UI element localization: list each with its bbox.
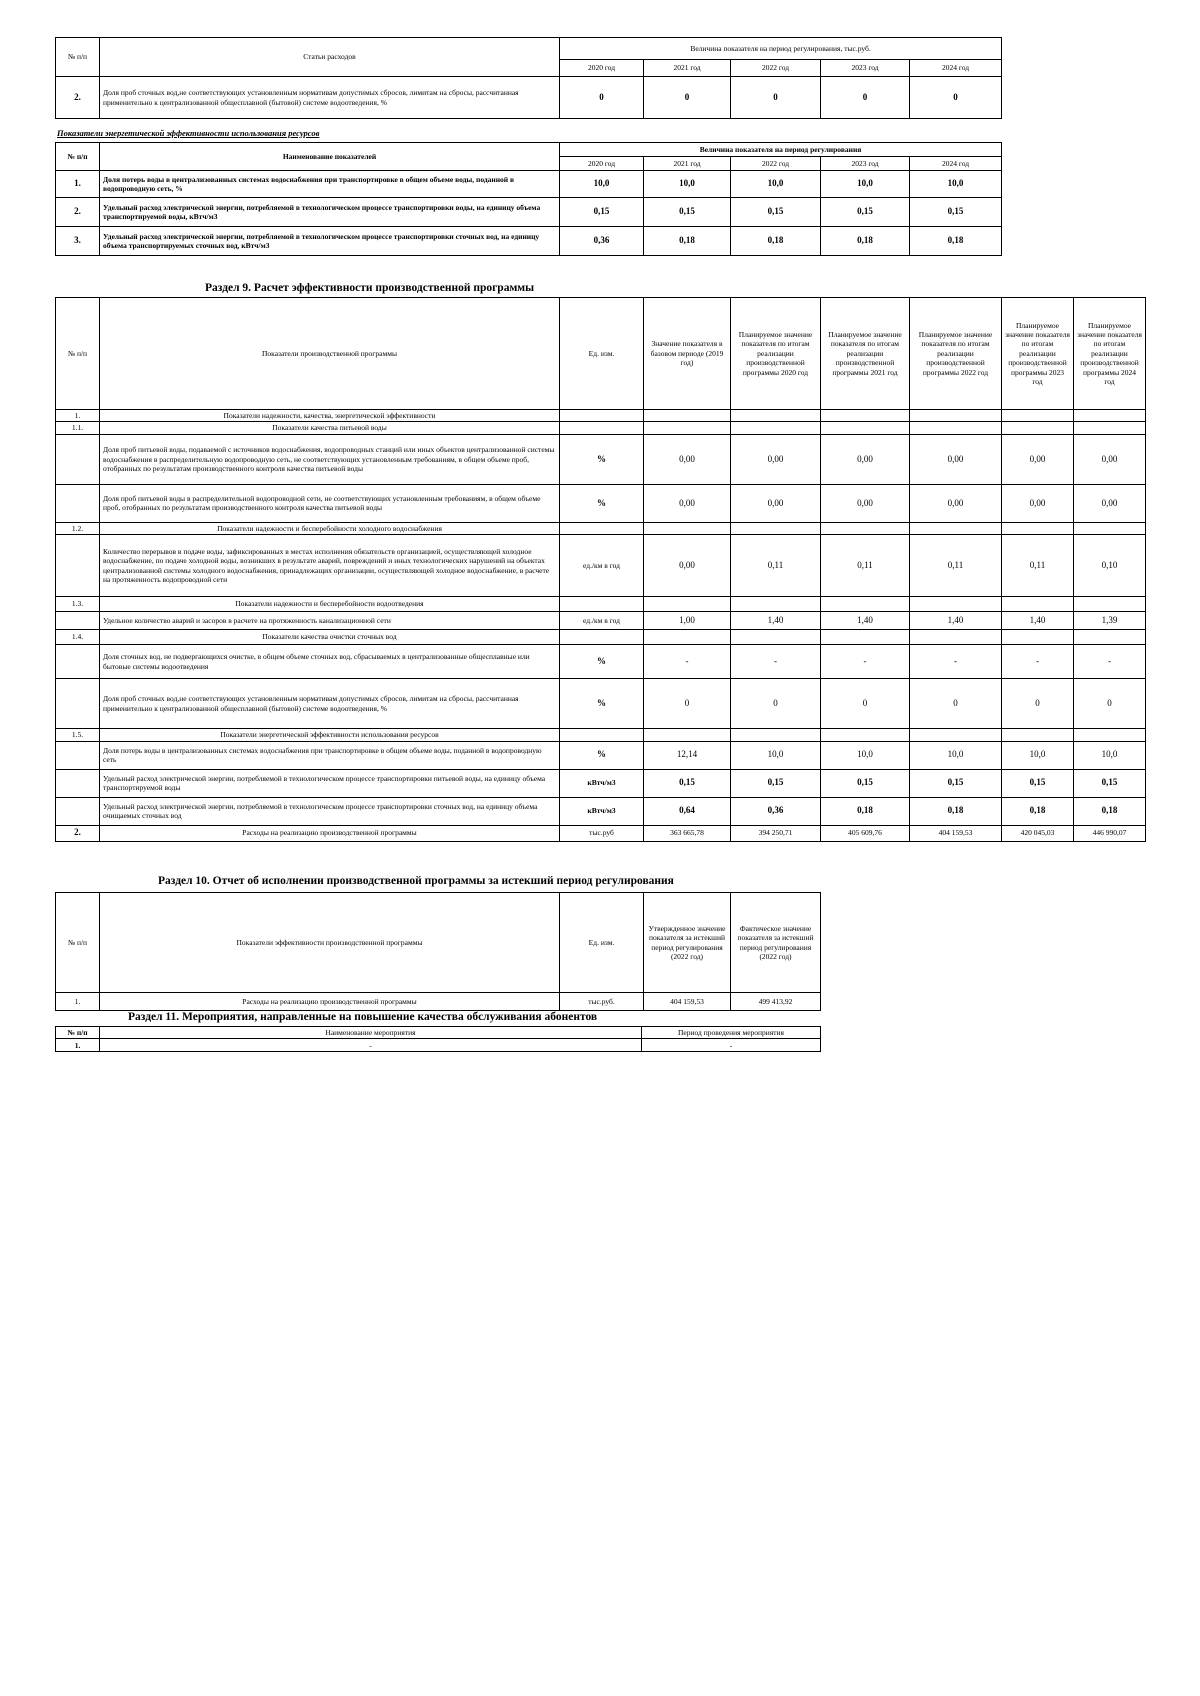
row-num: 2. bbox=[56, 198, 100, 227]
table-row bbox=[56, 484, 1146, 522]
table-row bbox=[56, 227, 1002, 256]
cell-value: 10,0 bbox=[644, 171, 731, 198]
table-measures bbox=[55, 1026, 821, 1052]
row-unit: кВтч/м3 bbox=[560, 797, 644, 825]
section-row bbox=[56, 597, 1146, 612]
col-item: Наименование показателей bbox=[100, 143, 560, 171]
row-unit: кВтч/м3 bbox=[560, 769, 644, 797]
cell-value: 0,18 bbox=[910, 227, 1002, 256]
row-name: Доля сточных вод, не подвергающихся очистке, в общем объеме сточных вод, сбрасываемых в централизованные общесплавные или бытовые системы водоотведения bbox=[100, 645, 560, 679]
cell-value: 0,15 bbox=[1002, 769, 1074, 797]
col-unit: Ед. изм. bbox=[560, 298, 644, 410]
year-header: 2023 год bbox=[821, 157, 910, 171]
row-name: Удельный расход электрической энергии, потребляемой в технологическом процессе транспортировки сточных вод, на единицу объема транспортируемых сточных вод, кВтч/м3 bbox=[100, 227, 560, 256]
col-num: № п/п bbox=[56, 38, 100, 77]
cell-value: 0,36 bbox=[731, 797, 821, 825]
cell-value: 0,64 bbox=[644, 797, 731, 825]
row-num: 1.5. bbox=[56, 729, 100, 741]
col-item: Статьи расходов bbox=[100, 38, 560, 77]
cell-value: 0 bbox=[821, 77, 910, 119]
table-row bbox=[56, 679, 1146, 729]
cell-value: 404 159,53 bbox=[910, 825, 1002, 841]
section-10-title: Раздел 10. Отчет об исполнении производственной программы за истекший период регулирования bbox=[158, 875, 674, 887]
section-row bbox=[56, 422, 1146, 434]
cell-value: - bbox=[644, 645, 731, 679]
col-name: Наименование мероприятия bbox=[100, 1027, 642, 1039]
cell-value: 0 bbox=[821, 679, 910, 729]
cell-value: 0,11 bbox=[1002, 535, 1074, 597]
cell-value: 0,00 bbox=[1002, 434, 1074, 484]
row-name: Доля потерь воды в централизованных системах водоснабжения при транспортировке в общем объеме воды, поданной в водопроводную сеть bbox=[100, 741, 560, 769]
cell-value: 0 bbox=[1074, 679, 1146, 729]
table-row bbox=[56, 612, 1146, 630]
year-header: 2022 год bbox=[731, 60, 821, 77]
energy-section-title: Показатели энергетической эффективности использования ресурсов bbox=[57, 128, 320, 138]
section-row bbox=[56, 630, 1146, 645]
row-name: Показатели качества очистки сточных вод bbox=[100, 630, 560, 645]
cell-value: 420 045,03 bbox=[1002, 825, 1074, 841]
cell-value: 0,00 bbox=[1074, 484, 1146, 522]
cell-value: 1,00 bbox=[644, 612, 731, 630]
row-name: Доля потерь воды в централизованных системах водоснабжения при транспортировке в общем объеме воды, поданной в водопроводную сеть, % bbox=[100, 171, 560, 198]
cell-value: 0,15 bbox=[910, 198, 1002, 227]
table-row bbox=[56, 797, 1146, 825]
cell-value: 404 159,53 bbox=[644, 993, 731, 1011]
year-header: 2022 год bbox=[731, 157, 821, 171]
cell-value: 446 990,07 bbox=[1074, 825, 1146, 841]
cell-value: 0,00 bbox=[821, 484, 910, 522]
table-row bbox=[56, 769, 1146, 797]
cell-value: 0,18 bbox=[821, 227, 910, 256]
row-num: 1.1. bbox=[56, 422, 100, 434]
cell-value: 0 bbox=[731, 77, 821, 119]
cell-value: 10,0 bbox=[731, 741, 821, 769]
col-approved: Утвержденное значение показателя за истекший период регулирования (2022 год) bbox=[644, 893, 731, 993]
cell-value: 0,15 bbox=[560, 198, 644, 227]
cell-value: 394 250,71 bbox=[731, 825, 821, 841]
row-name: Удельный расход электрической энергии, потребляемой в технологическом процессе транспортировки сточных вод, на единицу объема очищаемых сточных вод bbox=[100, 797, 560, 825]
col-plan: Планируемое значение показателя по итогам реализации производственной программы 2022 год bbox=[910, 298, 1002, 410]
table-efficiency bbox=[55, 297, 1146, 842]
row-unit: тыс.руб. bbox=[560, 993, 644, 1011]
cell-value: 1,40 bbox=[731, 612, 821, 630]
year-header: 2020 год bbox=[560, 60, 644, 77]
section-row bbox=[56, 729, 1146, 741]
cell-value: 0,11 bbox=[910, 535, 1002, 597]
cell-value: 0 bbox=[731, 679, 821, 729]
col-item: Показатели производственной программы bbox=[100, 298, 560, 410]
row-name: Показатели надежности и бесперебойности холодного водоснабжения bbox=[100, 522, 560, 534]
cell-value: 10,0 bbox=[560, 171, 644, 198]
cell-value: - bbox=[1002, 645, 1074, 679]
col-num: № п/п bbox=[56, 298, 100, 410]
cell-value: 0,00 bbox=[821, 434, 910, 484]
cell-value: 0,00 bbox=[1074, 434, 1146, 484]
row-name: Доля проб сточных вод,не соответствующих установленным нормативам допустимых сбросов, лимитам на сбросы, рассчитанная применительно к централизованной общесплавной (бытовой) системе водоотведения, % bbox=[100, 679, 560, 729]
cell-value: 0,15 bbox=[821, 769, 910, 797]
cell-value: 0,15 bbox=[644, 769, 731, 797]
row-num: 1. bbox=[56, 171, 100, 198]
row-num: 1.2. bbox=[56, 522, 100, 534]
row-unit: ед./км в год bbox=[560, 612, 644, 630]
cell-value: 10,0 bbox=[910, 741, 1002, 769]
cell-value: 363 665,78 bbox=[644, 825, 731, 841]
col-item: Показатели эффективности производственной программы bbox=[100, 893, 560, 993]
row-name: Доля проб сточных вод,не соответствующих установленным нормативам допустимых сбросов, лимитам на сбросы, рассчитанная применительно к централизованной общесплавной (бытовой) системе водоотведения, % bbox=[100, 77, 560, 119]
cell-value: - bbox=[731, 645, 821, 679]
row-unit: % bbox=[560, 484, 644, 522]
table-row bbox=[56, 434, 1146, 484]
cell-value: 0,18 bbox=[1074, 797, 1146, 825]
table-row bbox=[56, 645, 1146, 679]
row-num: 2. bbox=[56, 825, 100, 841]
cell-value: 0,15 bbox=[731, 198, 821, 227]
section-row bbox=[56, 522, 1146, 534]
row-unit: % bbox=[560, 679, 644, 729]
col-period: Период проведения мероприятия bbox=[642, 1027, 821, 1039]
cell-value: 0,15 bbox=[1074, 769, 1146, 797]
cell-value: - bbox=[1074, 645, 1146, 679]
cell-value: 0 bbox=[1002, 679, 1074, 729]
cell-value: 0,18 bbox=[731, 227, 821, 256]
row-name: Показатели энергетической эффективности использования ресурсов bbox=[100, 729, 560, 741]
row-unit: % bbox=[560, 741, 644, 769]
col-plan: Планируемое значение показателя по итогам реализации производственной программы 2021 год bbox=[821, 298, 910, 410]
row-unit: % bbox=[560, 645, 644, 679]
cell-value: 0,15 bbox=[910, 769, 1002, 797]
row-num: 1. bbox=[56, 993, 100, 1011]
cell-value: - bbox=[910, 645, 1002, 679]
cell-value: 10,0 bbox=[821, 171, 910, 198]
cell-value: 10,0 bbox=[1074, 741, 1146, 769]
table-row bbox=[56, 741, 1146, 769]
row-unit: ед./км в год bbox=[560, 535, 644, 597]
row-name: Показатели надежности, качества, энергетической эффективности bbox=[100, 410, 560, 422]
section-9-title: Раздел 9. Расчет эффективности производственной программы bbox=[205, 282, 535, 294]
year-header: 2024 год bbox=[910, 60, 1002, 77]
table-expenses bbox=[55, 37, 1002, 119]
cell-value: 0 bbox=[910, 77, 1002, 119]
row-name: Доля проб питьевой воды в распределительной водопроводной сети, не соответствующих установленным требованиям, в общем объеме проб, отобранных по результатам производственного контроля качества питьевой воды bbox=[100, 484, 560, 522]
cell-value: 0 bbox=[644, 679, 731, 729]
cell-value: 0,18 bbox=[644, 227, 731, 256]
year-header: 2024 год bbox=[910, 157, 1002, 171]
row-name: - bbox=[100, 1039, 642, 1052]
cell-value: 10,0 bbox=[910, 171, 1002, 198]
col-group: Величина показателя на период регулирования bbox=[560, 143, 1002, 157]
row-name: Расходы на реализацию производственной программы bbox=[100, 825, 560, 841]
col-actual: Фактическое значение показателя за истекший период регулирования (2022 год) bbox=[731, 893, 821, 993]
cell-value: 0 bbox=[644, 77, 731, 119]
cell-value: 0,18 bbox=[1002, 797, 1074, 825]
cell-value: 0,18 bbox=[821, 797, 910, 825]
cell-value: - bbox=[821, 645, 910, 679]
row-name: Показатели качества питьевой воды bbox=[100, 422, 560, 434]
row-unit: % bbox=[560, 434, 644, 484]
row-unit: тыс.руб bbox=[560, 825, 644, 841]
cell-value: 0,15 bbox=[731, 769, 821, 797]
table-row bbox=[56, 535, 1146, 597]
cell-value: 0,00 bbox=[731, 434, 821, 484]
cell-value: 0,18 bbox=[910, 797, 1002, 825]
year-header: 2021 год bbox=[644, 60, 731, 77]
col-base: Значение показателя в базовом периоде (2019 год) bbox=[644, 298, 731, 410]
cell-value: 0,00 bbox=[1002, 484, 1074, 522]
row-num: 3. bbox=[56, 227, 100, 256]
table-row bbox=[56, 1039, 821, 1052]
cell-value: 0,10 bbox=[1074, 535, 1146, 597]
table-energy bbox=[55, 142, 1002, 256]
cell-value: 1,39 bbox=[1074, 612, 1146, 630]
table-row bbox=[56, 77, 1002, 119]
row-name: Расходы на реализацию производственной программы bbox=[100, 993, 560, 1011]
cell-value: 1,40 bbox=[910, 612, 1002, 630]
col-unit: Ед. изм. bbox=[560, 893, 644, 993]
cell-value: 405 609,76 bbox=[821, 825, 910, 841]
cell-value: 12,14 bbox=[644, 741, 731, 769]
cell-value: 0 bbox=[910, 679, 1002, 729]
cell-value: 0,00 bbox=[644, 484, 731, 522]
cell-value: 0,00 bbox=[910, 434, 1002, 484]
col-plan: Планируемое значение показателя по итогам реализации производственной программы 2024 год bbox=[1074, 298, 1146, 410]
cell-value: 10,0 bbox=[821, 741, 910, 769]
section-11-title: Раздел 11. Мероприятия, направленные на повышение качества обслуживания абонентов bbox=[128, 1011, 598, 1023]
year-header: 2021 год bbox=[644, 157, 731, 171]
table-report bbox=[55, 892, 821, 1011]
col-num: № п/п bbox=[56, 143, 100, 171]
cell-value: 0,15 bbox=[644, 198, 731, 227]
col-plan: Планируемое значение показателя по итогам реализации производственной программы 2020 год bbox=[731, 298, 821, 410]
row-name: Количество перерывов в подаче воды, зафиксированных в местах исполнения обязательств организацией, осуществляющей холодное водоснабжение, по подаче холодной воды, возникших в результате аварий, повреждений и иных технологических нарушений на объектах централизованной системы холодного водоснабжения, принадлежащих организации, осуществляющей холодное водоснабжение, в расчете на протяженность водопроводной сети bbox=[100, 535, 560, 597]
cell-value: 0 bbox=[560, 77, 644, 119]
row-name: Удельный расход электрической энергии, потребляемой в технологическом процессе транспортировки воды, на единицу объема транспортируемой воды, кВтч/м3 bbox=[100, 198, 560, 227]
year-header: 2020 год bbox=[560, 157, 644, 171]
col-plan: Планируемое значение показателя по итогам реализации производственной программы 2023 год bbox=[1002, 298, 1074, 410]
cell-value: 0,15 bbox=[821, 198, 910, 227]
cell-value: 10,0 bbox=[1002, 741, 1074, 769]
cell-value: 10,0 bbox=[731, 171, 821, 198]
cell-value: 0,36 bbox=[560, 227, 644, 256]
table-row bbox=[56, 198, 1002, 227]
row-num: 1.3. bbox=[56, 597, 100, 612]
cell-value: 0,11 bbox=[731, 535, 821, 597]
row-num: 2. bbox=[56, 77, 100, 119]
cell-value: 0,00 bbox=[644, 434, 731, 484]
cell-value: 0,11 bbox=[821, 535, 910, 597]
col-num: № п/п bbox=[56, 893, 100, 993]
row-num: 1. bbox=[56, 1039, 100, 1052]
section-row bbox=[56, 410, 1146, 422]
year-header: 2023 год bbox=[821, 60, 910, 77]
col-group: Величина показателя на период регулирования, тыс.руб. bbox=[560, 38, 1002, 60]
cell-value: 1,40 bbox=[1002, 612, 1074, 630]
row-num: 1. bbox=[56, 410, 100, 422]
row-name: Удельное количество аварий и засоров в расчете на протяженность канализационной сети bbox=[100, 612, 560, 630]
cell-value: 0,00 bbox=[644, 535, 731, 597]
col-num: № п/п bbox=[56, 1027, 100, 1039]
cell-value: 0,00 bbox=[731, 484, 821, 522]
row-period: - bbox=[642, 1039, 821, 1052]
cell-value: 1,40 bbox=[821, 612, 910, 630]
table-row bbox=[56, 825, 1146, 841]
table-row bbox=[56, 171, 1002, 198]
row-name: Показатели надежности и бесперебойности водоотведения bbox=[100, 597, 560, 612]
row-name: Удельный расход электрической энергии, потребляемой в технологическом процессе транспортировки питьевой воды, на единицу объема транспортируемой воды bbox=[100, 769, 560, 797]
cell-value: 499 413,92 bbox=[731, 993, 821, 1011]
row-num: 1.4. bbox=[56, 630, 100, 645]
row-name: Доля проб питьевой воды, подаваемой с источников водоснабжения, водопроводных станций или иных объектов централизованной системы водоснабжения в распределительную водопроводную сеть, не соответствующих установленным требованиям, в общем объеме проб, отобранных по результатам производственного контроля качества питьевой воды bbox=[100, 434, 560, 484]
table-row bbox=[56, 993, 821, 1011]
cell-value: 0,00 bbox=[910, 484, 1002, 522]
